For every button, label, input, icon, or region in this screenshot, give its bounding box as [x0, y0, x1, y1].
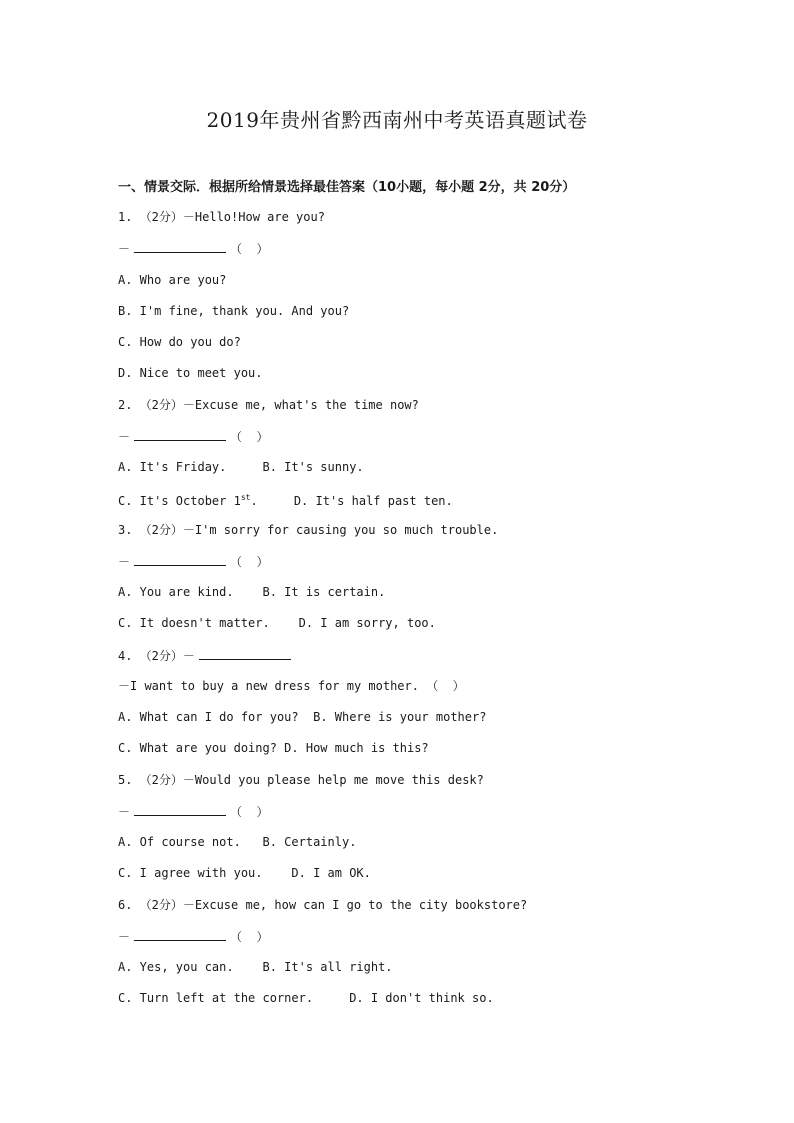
line-text: 6. （2分）－Excuse me, how can I go to the city bookstore?	[118, 897, 528, 912]
line-text: 2. （2分）－Excuse me, what's the time now?	[118, 397, 419, 412]
line-text: D. Nice to meet you.	[118, 366, 263, 381]
question-line	[118, 865, 371, 881]
line-text: A. Who are you?	[118, 272, 227, 287]
question-line	[118, 772, 484, 788]
question-line	[118, 522, 498, 538]
line-text: A. It's Friday. B. It's sunny.	[118, 460, 364, 474]
line-text: C. It's October 1	[118, 494, 241, 509]
answer-blank	[134, 803, 226, 816]
question-line	[118, 209, 325, 225]
question-line	[118, 959, 393, 975]
line-prefix: 4. （2分）－	[118, 648, 195, 663]
line-text: 3. （2分）－I'm sorry for causing you so much trouble.	[118, 522, 499, 537]
answer-blank	[199, 647, 291, 660]
answer-blank-line	[118, 240, 268, 257]
question-line	[118, 584, 385, 600]
line-prefix: －	[118, 804, 131, 819]
question-line	[118, 834, 356, 850]
answer-blank	[134, 240, 226, 253]
question-line	[118, 365, 263, 381]
line-prefix: －	[118, 429, 131, 444]
question-line	[118, 678, 465, 694]
answer-bracket: （ ）	[230, 554, 269, 569]
line-text: C. What are you doing? D. How much is this?	[118, 741, 429, 756]
line-text: C. How do you do?	[118, 335, 241, 349]
line-text: C. It doesn't matter. D. I am sorry, too.	[118, 616, 436, 631]
answer-blank	[134, 553, 226, 566]
question-line	[118, 990, 494, 1006]
line-text: 5. （2分）－Would you please help me move this desk?	[118, 772, 484, 787]
answer-blank-line	[118, 928, 268, 945]
question-line	[118, 334, 241, 350]
section-heading: 一、情景交际．根据所给情景选择最佳答案（10小题，每小题 2分，共 20分）	[118, 180, 576, 195]
answer-bracket: （ ）	[230, 929, 269, 944]
answer-blank	[134, 428, 226, 441]
question-line	[118, 272, 226, 288]
line-text: 1. （2分）－Hello!How are you?	[118, 210, 325, 224]
line-text: C. I agree with you. D. I am OK.	[118, 866, 371, 881]
answer-bracket: （ ）	[230, 804, 269, 819]
answer-blank-line	[118, 803, 268, 820]
line-text: A. Of course not. B. Certainly.	[118, 835, 357, 849]
question-line	[118, 397, 419, 413]
question-line	[118, 459, 364, 475]
line-text: A. You are kind. B. It is certain.	[118, 585, 386, 599]
superscript: st	[240, 493, 251, 503]
answer-blank	[134, 928, 226, 941]
question-line	[118, 490, 453, 509]
line-text: C. Turn left at the corner. D. I don't think so.	[118, 991, 494, 1006]
line-prefix: －	[118, 242, 131, 257]
line-prefix: －	[118, 929, 131, 944]
line-text: B. I'm fine, thank you. And you?	[118, 303, 350, 318]
line-text: A. What can I do for you? B. Where is your mother?	[118, 710, 487, 724]
question-line	[118, 303, 349, 319]
line-prefix: －	[118, 554, 131, 569]
answer-bracket: （ ）	[230, 242, 269, 257]
answer-blank-line	[118, 428, 268, 445]
line-text: －I want to buy a new dress for my mother. （ ）	[118, 678, 465, 693]
answer-bracket: （ ）	[230, 429, 269, 444]
question-line	[118, 897, 527, 913]
answer-blank-line	[118, 647, 295, 664]
line-text: A. Yes, you can. B. It's all right.	[118, 960, 393, 974]
line-text-cont: . D. It's half past ten.	[250, 494, 453, 509]
question-line	[118, 740, 429, 756]
question-line	[118, 615, 436, 631]
question-line	[118, 709, 486, 725]
answer-blank-line	[118, 553, 268, 570]
page-title: 2019年贵州省黔西南州中考英语真题试卷	[206, 108, 588, 132]
